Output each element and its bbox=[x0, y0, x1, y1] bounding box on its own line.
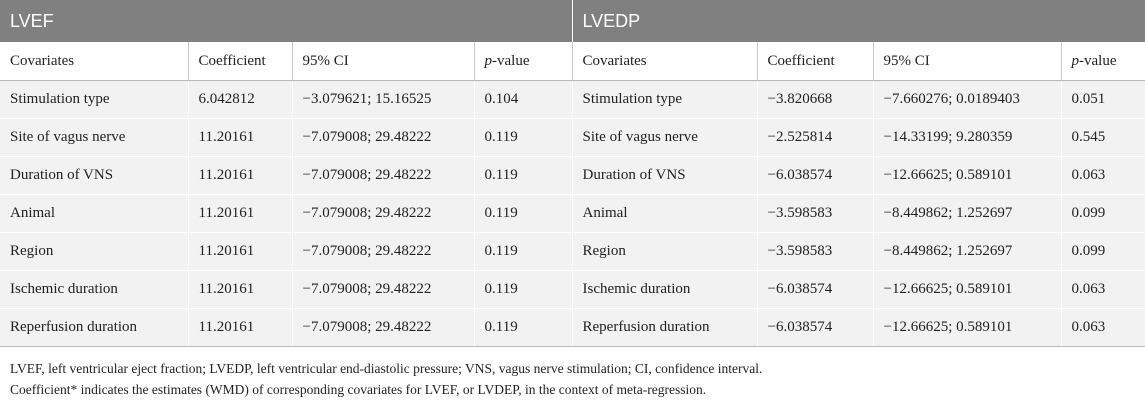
cell-lvef-pvalue: 0.119 bbox=[474, 233, 572, 271]
cell-lvedp-coefficient: −6.038574 bbox=[757, 271, 873, 309]
col-header-ci-lvedp: 95% CI bbox=[873, 42, 1061, 81]
cell-lvedp-coefficient: −3.820668 bbox=[757, 81, 873, 119]
cell-lvedp-pvalue: 0.051 bbox=[1061, 81, 1145, 119]
cell-lvef-pvalue: 0.119 bbox=[474, 119, 572, 157]
cell-lvedp-covariate: Reperfusion duration bbox=[572, 309, 757, 347]
cell-lvedp-ci: −12.66625; 0.589101 bbox=[873, 157, 1061, 195]
cell-lvedp-ci: −7.660276; 0.0189403 bbox=[873, 81, 1061, 119]
table-row bbox=[0, 81, 1145, 119]
cell-lvedp-ci: −14.33199; 9.280359 bbox=[873, 119, 1061, 157]
group-header-lvedp: LVEDP bbox=[572, 0, 1145, 42]
table-row bbox=[0, 309, 1145, 347]
cell-lvedp-pvalue: 0.099 bbox=[1061, 195, 1145, 233]
p-italic: p bbox=[484, 52, 492, 69]
cell-lvef-pvalue: 0.119 bbox=[474, 271, 572, 309]
cell-lvef-pvalue: 0.119 bbox=[474, 195, 572, 233]
cell-covariate: Reperfusion duration bbox=[0, 309, 188, 347]
group-header-row bbox=[0, 0, 1145, 42]
table-row bbox=[0, 271, 1145, 309]
cell-lvef-ci: −7.079008; 29.48222 bbox=[292, 271, 474, 309]
cell-covariate: Animal bbox=[0, 195, 188, 233]
cell-lvef-coefficient: 11.20161 bbox=[188, 309, 292, 347]
cell-lvedp-pvalue: 0.099 bbox=[1061, 233, 1145, 271]
footnote-coefficient: Coefficient* indicates the estimates (WMD) of corresponding covariates for LVEF, or LVDEP, in the context of meta-regression. bbox=[10, 382, 707, 397]
cell-lvedp-pvalue: 0.545 bbox=[1061, 119, 1145, 157]
cell-lvedp-covariate: Animal bbox=[572, 195, 757, 233]
cell-lvef-ci: −7.079008; 29.48222 bbox=[292, 195, 474, 233]
p-suffix: -value bbox=[1079, 52, 1117, 69]
cell-lvef-coefficient: 11.20161 bbox=[188, 195, 292, 233]
cell-lvedp-pvalue: 0.063 bbox=[1061, 309, 1145, 347]
cell-lvedp-covariate: Ischemic duration bbox=[572, 271, 757, 309]
table-row bbox=[0, 119, 1145, 157]
cell-lvef-coefficient: 11.20161 bbox=[188, 157, 292, 195]
col-header-covariates-lvedp: Covariates bbox=[572, 42, 757, 81]
cell-lvedp-ci: −8.449862; 1.252697 bbox=[873, 233, 1061, 271]
cell-lvef-ci: −7.079008; 29.48222 bbox=[292, 157, 474, 195]
cell-lvef-ci: −7.079008; 29.48222 bbox=[292, 233, 474, 271]
table-row bbox=[0, 233, 1145, 271]
cell-covariate: Stimulation type bbox=[0, 81, 188, 119]
cell-lvef-pvalue: 0.119 bbox=[474, 309, 572, 347]
cell-lvedp-ci: −8.449862; 1.252697 bbox=[873, 195, 1061, 233]
col-header-coefficient-lvedp: Coefficient bbox=[757, 42, 873, 81]
cell-lvedp-pvalue: 0.063 bbox=[1061, 271, 1145, 309]
cell-lvedp-pvalue: 0.063 bbox=[1061, 157, 1145, 195]
cell-lvedp-covariate: Site of vagus nerve bbox=[572, 119, 757, 157]
table-row bbox=[0, 157, 1145, 195]
cell-lvef-pvalue: 0.104 bbox=[474, 81, 572, 119]
col-header-pvalue-lvedp bbox=[1061, 42, 1145, 81]
cell-lvef-coefficient: 6.042812 bbox=[188, 81, 292, 119]
cell-covariate: Region bbox=[0, 233, 188, 271]
footnote-abbreviations: LVEF, left ventricular eject fraction; LVEDP, left ventricular end-diastolic pressure; VNS, vagus nerve stimulation; CI, confidence interval. bbox=[10, 361, 763, 376]
cell-lvedp-coefficient: −2.525814 bbox=[757, 119, 873, 157]
cell-lvedp-ci: −12.66625; 0.589101 bbox=[873, 309, 1061, 347]
col-header-covariates: Covariates bbox=[0, 42, 188, 81]
p-suffix: -value bbox=[492, 52, 530, 69]
cell-lvedp-covariate: Region bbox=[572, 233, 757, 271]
cell-covariate: Ischemic duration bbox=[0, 271, 188, 309]
cell-lvedp-coefficient: −6.038574 bbox=[757, 157, 873, 195]
cell-covariate: Site of vagus nerve bbox=[0, 119, 188, 157]
cell-lvedp-coefficient: −3.598583 bbox=[757, 233, 873, 271]
group-header-lvef: LVEF bbox=[0, 0, 572, 42]
col-header-pvalue bbox=[474, 42, 572, 81]
col-header-ci: 95% CI bbox=[292, 42, 474, 81]
cell-covariate: Duration of VNS bbox=[0, 157, 188, 195]
column-header-row bbox=[0, 42, 1145, 81]
table-row bbox=[0, 195, 1145, 233]
cell-lvedp-ci: −12.66625; 0.589101 bbox=[873, 271, 1061, 309]
cell-lvedp-covariate: Duration of VNS bbox=[572, 157, 757, 195]
cell-lvef-coefficient: 11.20161 bbox=[188, 233, 292, 271]
table-footnotes bbox=[0, 347, 1145, 400]
cell-lvef-ci: −3.079621; 15.16525 bbox=[292, 81, 474, 119]
cell-lvef-ci: −7.079008; 29.48222 bbox=[292, 119, 474, 157]
col-header-coefficient: Coefficient bbox=[188, 42, 292, 81]
cell-lvedp-coefficient: −3.598583 bbox=[757, 195, 873, 233]
cell-lvedp-covariate: Stimulation type bbox=[572, 81, 757, 119]
cell-lvef-coefficient: 11.20161 bbox=[188, 271, 292, 309]
cell-lvedp-coefficient: −6.038574 bbox=[757, 309, 873, 347]
cell-lvef-ci: −7.079008; 29.48222 bbox=[292, 309, 474, 347]
cell-lvef-pvalue: 0.119 bbox=[474, 157, 572, 195]
cell-lvef-coefficient: 11.20161 bbox=[188, 119, 292, 157]
p-italic: p bbox=[1071, 52, 1079, 69]
